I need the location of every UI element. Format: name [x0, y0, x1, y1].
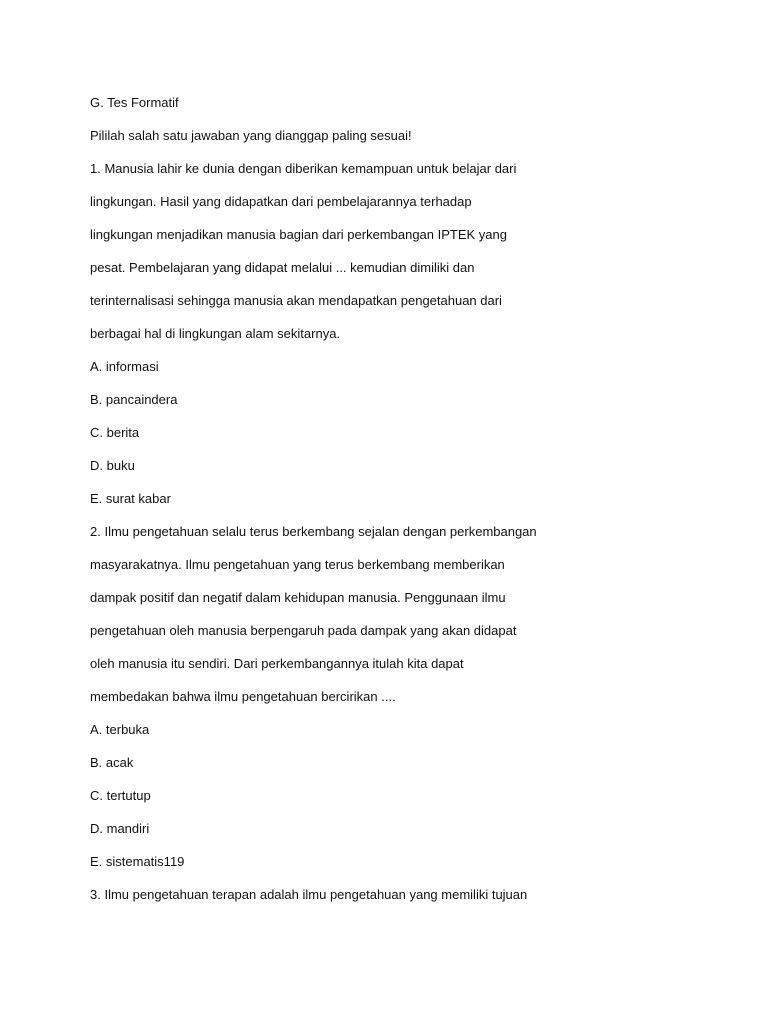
section-title: G. Tes Formatif [90, 95, 179, 110]
question-2 [90, 522, 710, 885]
question-text-line: 2. Ilmu pengetahuan selalu terus berkembang sejalan dengan perkembangan [90, 524, 537, 539]
answer-option: E. surat kabar [90, 491, 171, 506]
question-text-line: lingkungan menjadikan manusia bagian dari perkembangan IPTEK yang [90, 227, 507, 242]
question-text-line: pesat. Pembelajaran yang didapat melalui ... kemudian dimiliki dan [90, 260, 475, 275]
question-text-line: oleh manusia itu sendiri. Dari perkembangannya itulah kita dapat [90, 656, 464, 671]
question-text-line: 1. Manusia lahir ke dunia dengan diberikan kemampuan untuk belajar dari [90, 161, 517, 176]
question-text-line: pengetahuan oleh manusia berpengaruh pada dampak yang akan didapat [90, 623, 517, 638]
question-text-line: terinternalisasi sehingga manusia akan mendapatkan pengetahuan dari [90, 293, 502, 308]
answer-option: A. informasi [90, 359, 159, 374]
answer-option: D. mandiri [90, 821, 150, 836]
question-text-line: 3. Ilmu pengetahuan terapan adalah ilmu pengetahuan yang memiliki tujuan [90, 887, 528, 902]
question-text-line: berbagai hal di lingkungan alam sekitarnya. [90, 326, 341, 341]
document-content [90, 93, 710, 918]
question-text-line: lingkungan. Hasil yang didapatkan dari pembelajarannya terhadap [90, 194, 472, 209]
question-3 [90, 885, 710, 918]
question-text-line: membedakan bahwa ilmu pengetahuan bercirikan .... [90, 689, 396, 704]
answer-option: C. berita [90, 425, 140, 440]
answer-option: A. terbuka [90, 722, 150, 737]
question-text-line: dampak positif dan negatif dalam kehidupan manusia. Penggunaan ilmu [90, 590, 506, 605]
answer-option: B. acak [90, 755, 134, 770]
answer-option: D. buku [90, 458, 135, 473]
answer-option: E. sistematis119 [90, 854, 185, 869]
answer-option: B. pancaindera [90, 392, 178, 407]
question-text-line: masyarakatnya. Ilmu pengetahuan yang terus berkembang memberikan [90, 557, 505, 572]
question-1 [90, 159, 710, 522]
instruction-text: Pililah salah satu jawaban yang dianggap paling sesuai! [90, 128, 412, 143]
answer-option: C. tertutup [90, 788, 151, 803]
